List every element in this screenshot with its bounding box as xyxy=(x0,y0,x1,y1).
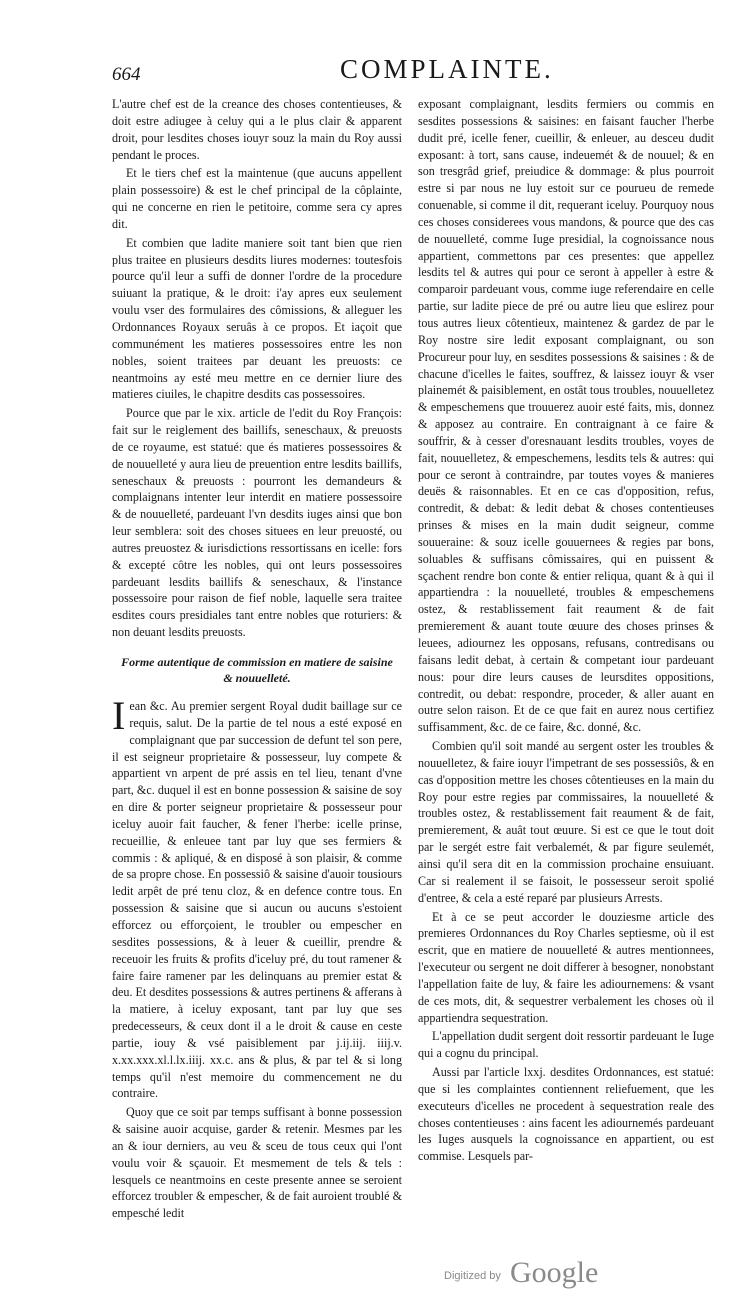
left-paragraph-3: Et combien que ladite maniere soit tant bien que rien plus traitee en plusieurs desdits liures modernes: toutesfois pource qu'il leur a suffi de donner l'ordre de la procedure suiuant la pratique, & le droit: i'ay apres eux seulement voulu vser des formulaires des cômissions, & alleguer les Ordonnances Royaux seruâs à ce propos. Et iaçoit que communément les matieres possessoires entre les non nobles, soient traitees par deuant les preuosts: ce neantmoins ay esté meu mettre en ce dernier liure des matieres ciuiles, le chapitre desdits cas possessoires. xyxy=(112,235,402,402)
digitized-watermark xyxy=(444,1256,624,1294)
right-paragraph-4: L'appellation dudit sergent doit ressortir pardeuant le Iuge qui a cognu du principal. xyxy=(418,1029,714,1061)
dropcap-letter: I xyxy=(112,693,126,738)
left-paragraph-2: Et le tiers chef est la maintenue (que aucuns appellent plain possessoire) & est le chef principal de la côplainte, qui ne concerne en rien le petitoire, comme sera cy apres dit. xyxy=(112,166,402,231)
left-paragraph-1: L'autre chef est de la creance des choses contentieuses, & doit estre adiugee à celuy qui a le plus clair & apparent droit, pour lesdites choses iouyr souz la main du Roy aussi pendant le proces. xyxy=(112,97,402,162)
running-title: COMPLAINTE. xyxy=(340,54,554,84)
left-column xyxy=(112,96,402,1226)
right-paragraph-1: exposant complaignant, lesdits fermiers ou commis en sesdites possessions & saisines: en faisant faucher l'herbe dudit pré, icelle fener, cueillir, & enleuer, au desceu dudit exposant: à tort, sans cause, indeuemét & de nouuel; & en son tresgrâd grief, preiudice & dommage: & plus pourroit estre si par nous ne luy estoit sur ce pourueu de remede conuenable, si comme il dit, requerant iceluy. Pourquoy nous ces choses considerees vous mandons, & pource que des cas de nouuelleté, comme Iuge presidial, la cognoissance nous appartient, commettons par ces presentes: que appellez lesdits tel & autres qui pour ce seront à appeller à estre & comparoir pardeuant vous, comme iuge referendaire en celle partie, sur ladite piece de pré ou autre lieu que eslirez pour tous autres lieux côtentieux, maintenez & gardez de par le Roy nostre sire ledit exposant complaignant, ou son Procureur pour luy, en sesdites possessions & saisines : & de chacune d'icelles le faites, souffrez, & laissez iouyr & vser plainemét & paisiblement, en ostât tous troubles, nouuelletez & empeschemens que trouuerez auoir esté faits, mis, donnez & apposez au contraire. En contraignant à ce faire & souffrir, & à cesser d'oresnauant lesdits troubles, voyes de fait, nouuelletez, & empeschemens, lesdits tels & autres: qui pour ce seront à contraindre, par toutes voyes & manieres deuës & raisonnables. Et en ce cas d'opposition, refus, contredit, & debat: & ledit debat & choses contentieuses prinses & mises en la main dudit seigneur, comme souueraine: & souz icelle gouuernees & regies par bons, soluables & suffisans cômissaires, qui en puissent & sçachent rendre bon conte & entier reliqua, quant & à qui il appartiendra : la nouuelleté, troubles & empeschemens ostez, & restablissement fait reaument & de fait premierement & auant toute œuure des choses prinses & leuees, adiournez les opposans, refusans, contredisans ou faisans ledit debat, à certain & competant iour pardeuant nous: pour dire leurs causes de leursdites oppositions, contredit, ou debat: respondre, proceder, & aller auant en outre selon raison. Et de ce que fait en aurez nous certifiez suffisamment, &c. de ce faire, &c. donné, &c. xyxy=(418,97,714,735)
right-paragraph-3: Et à ce se peut accorder le douziesme article des premieres Ordonnances du Roy Charles septiesme, où il est escrit, que en matiere de nouuelleté & autres mentionnees, l'executeur ou sergent ne doit differer à besogner, nonobstant l'appellation faite de luy, & faire les adiournemens: & vsant de ces mots, dit, & sequestrer verbalement les choses où il appartiendra sequestration. xyxy=(418,909,714,1025)
page-header xyxy=(108,50,712,88)
google-logo: Google xyxy=(510,1256,599,1289)
right-paragraph-5: Aussi par l'article lxxj. desdites Ordonnances, est statué: que si les complaintes contiennent reliefuement, que les executeurs d'icelles ne procedent à sequestration reale des choses contentieuses : ains facent les adiournemés pardeuant les Iuges ausquels la cognoissance en appartient, ou est commise. Lesquels par- xyxy=(418,1065,714,1164)
digitized-label: Digitized by xyxy=(444,1270,501,1282)
left-paragraph-last: Quoy que ce soit par temps suffisant à bonne possession & saisine auoir acquise, garder & retenir. Mesmes par les an & iour derniers, au veu & sceu de tous ceux qui l'ont voulu voir & sçauoir. Et mesmement de tels & tels : lesquels ce neantmoins en ceste presente annee se seroient efforcez troubler & empescher, & de fait auroient troublé & empesché ledit xyxy=(112,1105,402,1221)
commission-paragraph xyxy=(112,693,402,1102)
right-paragraph-2: Combien qu'il soit mandé au sergent oster les troubles & nouuelletez, & faire iouyr l'impetrant de ses possessiôs, & en cas d'opposition mettre les choses côtentieuses en la main du Roy pour estre regies par commissaires, la nouuelleté & troubles ostez, & restablissement fait reaument & de fait, premierement, & auât tout œuure. Si est ce que le tout doit par le sergét estre fait verbalemét, & par figure seulemét, ainsi qu'il sera dit en la commission prochaine ensuiuant. Car si realement il se faisoit, le possesseur seroit spolié d'entree, & cela a esté reparé par plusieurs Arrests. xyxy=(418,739,714,905)
right-column xyxy=(418,96,714,1226)
left-paragraph-4: Pource que par le xix. article de l'edit du Roy François: fait sur le reiglement des baillifs, seneschaux, & preuosts de ce royaume, est statué: que és matieres possessoires & de nouuelleté y aura lieu de preuention entre lesdits baillifs, seneschaux & preuosts : pourront les demandeurs & complaignans intenter leur interdit en matiere possessoire & de nouuelleté, pardeuant l'vn desdits iuges ainsi que bon leur semblera: soit des choses situees en leur preuosté, ou autres preuostez & iurisdictions ressortissans en icelle: fors & excepté côtre les nobles, qui ont leurs possessoires pardeuant lesdits baillifs & seneschaux, & l'instance possessoire pour raison de fief noble, laquelle sera traitee esdites cours presidiales tant entre nobles que roturiers: & non deuant lesdits preuosts. xyxy=(112,406,402,640)
section-heading: Forme autentique de commission en matiere de saisine & nouuelleté. xyxy=(121,655,393,685)
page-number: 664 xyxy=(112,64,141,85)
commission-text: ean &c. Au premier sergent Royal dudit baillage sur ce requis, salut. De la partie de tel nous a esté exposé en complaignant que par succession de defunt tel son pere, il est seigneur proprietaire & possesseur, luy compete & appartient vn arpent de pré assis en tel lieu, tenant d'vne part, &c. duquel il est en bonne possession & saisine de soy en dire & porter seigneur proprietaire & possesseur pour iceluy auoir fait faucher, & fener l'herbe: icelle prinse, recueillie, & enleuee tant par luy que ses fermiers & commis : & apliqué, & en disposé à son plaisir, & comme de sa propre chose. En possessiô & saisine d'auoir tousiours ledit arpêt de pré tenu cloz, & en defence contre tous. En possession & saisine que si aucun ou aucuns s'estoient efforcez ou efforçoient, le troubler ou empescher en sesdites possessions, & à leuer & cueillir, prendre & receuoir les fruits & profits d'iceluy pré, du tout ramener & faire faire ramener par les delinquans au premier estat & deu. Et desdites possessions & autres pertinens & afferans à la matiere, à iceluy exposant, tant par luy que ses predecesseurs, & ceux dont il a le droit & cause en ceste partie, iouy & vsé paisiblement par j.ij.iij. iiij.v. x.xx.xxx.xl.l.lx.iiij. xx.c. ans & plus, & par tel & si long temps qu'il n'est memoire du commencement ne du contraire. xyxy=(112,699,402,1101)
